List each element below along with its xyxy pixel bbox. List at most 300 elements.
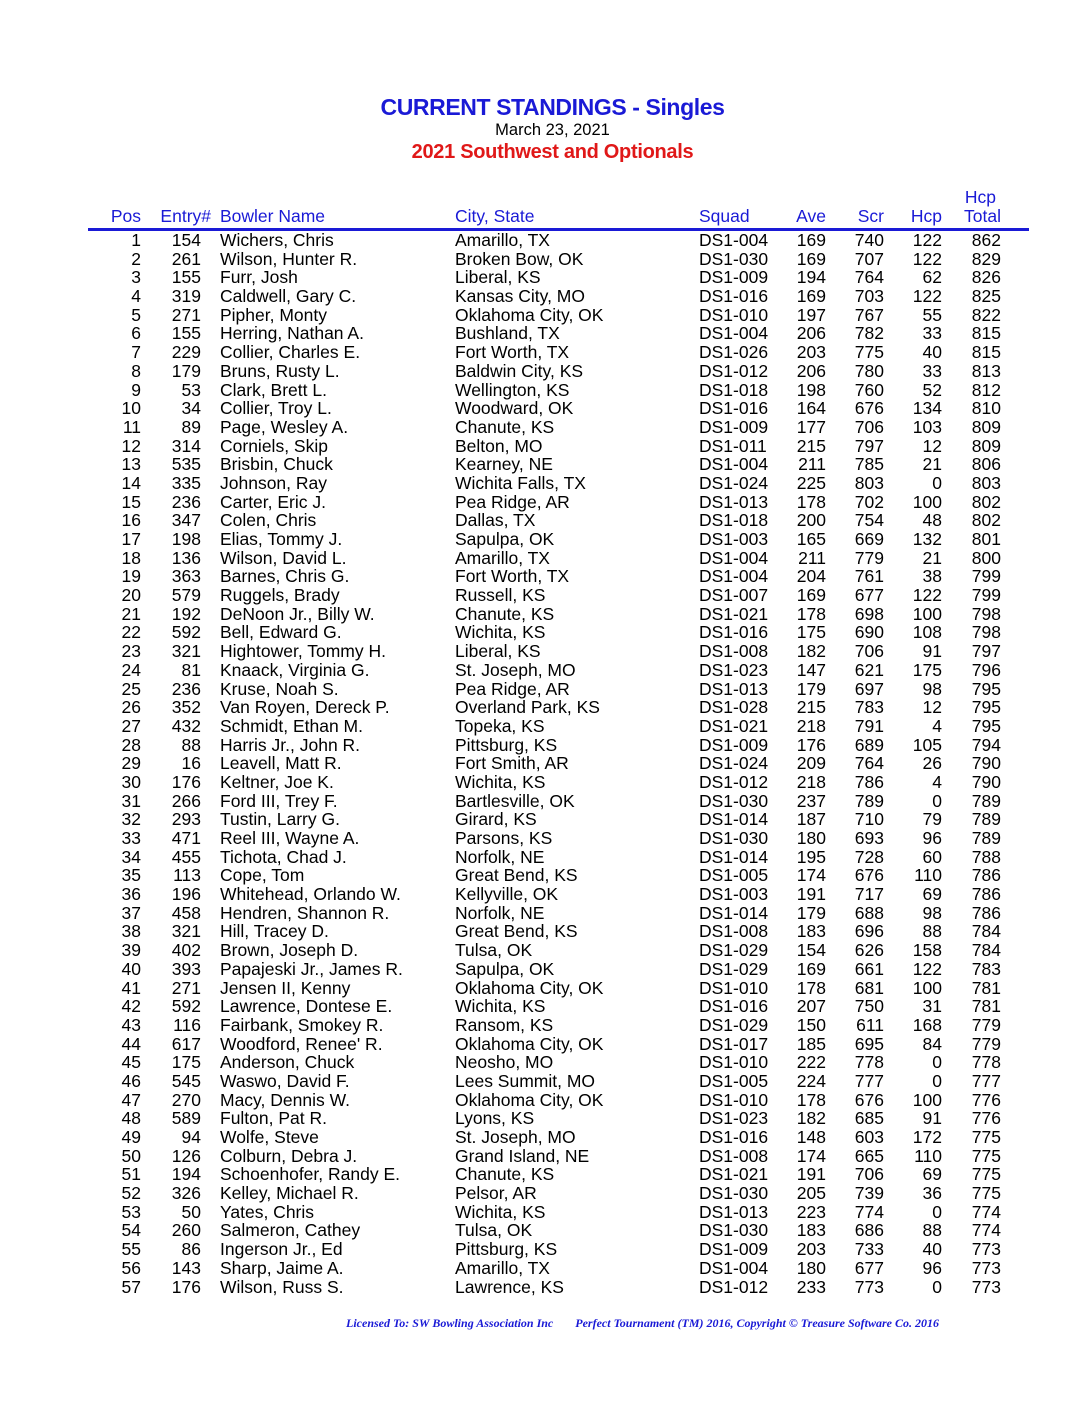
cell-hcp-total: 784 (971, 940, 1001, 961)
cell-hcp-total: 789 (971, 809, 1001, 830)
cell-entry: 432 (171, 715, 201, 736)
table-row (0, 231, 1088, 250)
cell-pos: 43 (121, 1014, 141, 1035)
cell-hcp-total: 779 (971, 1014, 1001, 1035)
cell-bowler-name: Van Royen, Dereck P. (220, 697, 390, 718)
cell-hcp-total: 801 (971, 529, 1001, 549)
cell-entry: 94 (181, 1127, 201, 1147)
cell-entry: 347 (171, 510, 201, 531)
cell-pos: 36 (121, 884, 141, 905)
cell-ave: 177 (796, 416, 826, 437)
cell-hcp: 122 (912, 230, 942, 250)
cell-hcp-total: 815 (971, 342, 1001, 363)
cell-pos: 34 (121, 846, 141, 867)
cell-squad: DS1-010 (699, 304, 769, 325)
cell-bowler-name: Brown, Joseph D. (220, 940, 359, 961)
cell-hcp: 33 (922, 360, 942, 381)
cell-ave: 183 (796, 1220, 826, 1241)
cell-entry: 194 (171, 1164, 201, 1185)
report-date: March 23, 2021 (495, 121, 610, 139)
cell-city-state: Wichita Falls, TX (455, 472, 586, 493)
cell-hcp: 132 (912, 529, 942, 549)
cell-scr: 778 (854, 1052, 884, 1073)
cell-scr: 688 (854, 902, 884, 923)
cell-squad: DS1-023 (699, 659, 769, 680)
cell-scr: 783 (854, 697, 884, 718)
table-row (0, 250, 1088, 269)
cell-hcp: 48 (922, 510, 942, 531)
cell-hcp-total: 773 (971, 1276, 1001, 1297)
cell-pos: 50 (121, 1145, 141, 1166)
cell-scr: 681 (854, 977, 884, 998)
cell-city-state: Amarillo, TX (455, 547, 550, 568)
cell-entry: 319 (171, 286, 201, 307)
header-hcp: Hcp (910, 206, 942, 226)
cell-scr: 779 (854, 547, 884, 568)
cell-city-state: Oklahoma City, OK (455, 304, 604, 325)
cell-hcp: 12 (922, 697, 942, 718)
cell-squad: DS1-011 (699, 435, 767, 456)
cell-pos: 4 (131, 286, 141, 307)
cell-ave: 224 (796, 1070, 826, 1091)
cell-hcp-total: 822 (971, 304, 1001, 325)
cell-pos: 51 (121, 1164, 141, 1185)
cell-ave: 175 (796, 622, 826, 643)
cell-ave: 206 (796, 323, 826, 344)
cell-bowler-name: Keltner, Joe K. (220, 771, 334, 792)
cell-city-state: Belton, MO (455, 435, 543, 456)
cell-ave: 206 (796, 360, 826, 381)
cell-hcp: 122 (912, 585, 942, 606)
cell-city-state: Amarillo, TX (455, 230, 550, 250)
cell-scr: 706 (854, 1164, 884, 1185)
cell-scr: 785 (854, 454, 884, 475)
cell-pos: 29 (121, 753, 141, 774)
cell-pos: 7 (131, 342, 141, 363)
cell-scr: 676 (854, 1089, 884, 1110)
cell-city-state: Fort Smith, AR (455, 753, 569, 774)
cell-squad: DS1-008 (699, 641, 769, 662)
cell-ave: 204 (796, 566, 826, 587)
cell-scr: 611 (856, 1014, 884, 1035)
cell-scr: 733 (854, 1239, 884, 1260)
cell-bowler-name: Hendren, Shannon R. (220, 902, 390, 923)
table-row (0, 960, 1088, 979)
cell-hcp-total: 799 (971, 566, 1001, 587)
cell-scr: 740 (854, 230, 884, 250)
cell-hcp: 40 (922, 1239, 942, 1260)
cell-entry: 116 (173, 1014, 201, 1035)
cell-city-state: Topeka, KS (455, 715, 545, 736)
cell-squad: DS1-016 (699, 398, 769, 419)
cell-pos: 44 (121, 1033, 141, 1054)
cell-squad: DS1-012 (699, 1276, 769, 1297)
table-row (0, 1278, 1088, 1297)
cell-pos: 2 (131, 248, 141, 269)
cell-squad: DS1-012 (699, 360, 769, 381)
cell-pos: 15 (121, 491, 141, 512)
cell-entry: 236 (171, 678, 201, 699)
cell-scr: 717 (854, 884, 884, 905)
cell-ave: 180 (796, 1257, 826, 1278)
cell-pos: 47 (121, 1089, 141, 1110)
cell-hcp: 36 (922, 1183, 942, 1204)
cell-city-state: Oklahoma City, OK (455, 1089, 604, 1110)
cell-squad: DS1-030 (699, 1220, 769, 1241)
cell-city-state: St. Joseph, MO (455, 659, 576, 680)
table-row (0, 1259, 1088, 1278)
cell-ave: 237 (796, 790, 826, 811)
cell-ave: 174 (796, 1145, 826, 1166)
cell-hcp: 103 (912, 416, 942, 437)
cell-hcp-total: 802 (971, 510, 1001, 531)
cell-hcp-total: 806 (971, 454, 1001, 475)
cell-bowler-name: Wilson, Hunter R. (220, 248, 358, 269)
cell-hcp-total: 776 (971, 1089, 1001, 1110)
cell-city-state: Norfolk, NE (455, 846, 545, 867)
cell-pos: 11 (122, 416, 141, 437)
cell-hcp: 100 (912, 977, 942, 998)
cell-hcp-total: 773 (971, 1257, 1001, 1278)
table-row (0, 324, 1088, 343)
cell-entry: 50 (181, 1201, 201, 1222)
cell-squad: DS1-021 (699, 1164, 769, 1185)
table-row (0, 511, 1088, 530)
cell-hcp-total: 802 (971, 491, 1001, 512)
cell-pos: 56 (121, 1257, 141, 1278)
cell-entry: 402 (171, 940, 201, 961)
cell-hcp: 96 (922, 1257, 942, 1278)
cell-entry: 143 (171, 1257, 201, 1278)
cell-squad: DS1-010 (699, 1052, 769, 1073)
cell-entry: 261 (171, 248, 201, 269)
cell-ave: 197 (796, 304, 826, 325)
table-row (0, 792, 1088, 811)
header-scr: Scr (857, 206, 884, 226)
cell-scr: 780 (854, 360, 884, 381)
cell-hcp: 84 (922, 1033, 942, 1054)
cell-scr: 786 (854, 771, 884, 792)
cell-hcp: 55 (922, 304, 942, 325)
standings-table (0, 231, 1088, 1296)
cell-ave: 176 (796, 734, 826, 755)
footer (346, 1316, 961, 1331)
cell-squad: DS1-014 (699, 902, 769, 923)
cell-hcp: 122 (912, 958, 942, 979)
cell-pos: 25 (121, 678, 141, 699)
cell-bowler-name: Knaack, Virginia G. (220, 659, 370, 680)
cell-hcp: 100 (912, 1089, 942, 1110)
cell-bowler-name: Leavell, Matt R. (220, 753, 342, 774)
cell-bowler-name: Brisbin, Chuck (220, 454, 333, 475)
cell-bowler-name: Johnson, Ray (220, 472, 328, 493)
cell-city-state: Grand Island, NE (455, 1145, 590, 1166)
cell-hcp-total: 795 (971, 697, 1001, 718)
cell-pos: 1 (131, 230, 141, 250)
cell-hcp: 88 (922, 921, 942, 942)
cell-scr: 626 (854, 940, 884, 961)
cell-bowler-name: Anderson, Chuck (220, 1052, 355, 1073)
cell-pos: 54 (121, 1220, 141, 1241)
cell-hcp-total: 825 (971, 286, 1001, 307)
table-row (0, 549, 1088, 568)
cell-squad: DS1-028 (699, 697, 769, 718)
cell-hcp-total: 796 (971, 659, 1001, 680)
cell-pos: 6 (131, 323, 141, 344)
license-text: Licensed To: SW Bowling Association Inc (346, 1316, 554, 1330)
page-title: CURRENT STANDINGS - Singles (380, 94, 725, 120)
cell-scr: 685 (854, 1108, 884, 1129)
cell-city-state: Chanute, KS (455, 1164, 555, 1185)
cell-pos: 10 (121, 398, 141, 419)
table-row (0, 1184, 1088, 1203)
cell-ave: 165 (796, 529, 826, 549)
cell-squad: DS1-008 (699, 921, 769, 942)
table-row (0, 399, 1088, 418)
header-squad: Squad (699, 206, 750, 226)
cell-pos: 40 (121, 958, 141, 979)
cell-ave: 191 (796, 884, 826, 905)
table-row (0, 904, 1088, 923)
cell-ave: 223 (796, 1201, 826, 1222)
cell-ave: 179 (796, 678, 826, 699)
cell-city-state: Bushland, TX (455, 323, 560, 344)
cell-scr: 782 (854, 323, 884, 344)
cell-bowler-name: Elias, Tommy J. (220, 529, 343, 549)
cell-city-state: Liberal, KS (455, 267, 541, 288)
cell-hcp: 38 (922, 566, 942, 587)
cell-hcp-total: 813 (971, 360, 1001, 381)
cell-bowler-name: Tustin, Larry G. (220, 809, 340, 830)
cell-scr: 707 (854, 248, 884, 269)
table-row (0, 1221, 1088, 1240)
cell-scr: 739 (854, 1183, 884, 1204)
cell-squad: DS1-014 (699, 846, 769, 867)
cell-city-state: Wellington, KS (455, 379, 570, 400)
cell-pos: 26 (121, 697, 141, 718)
cell-bowler-name: Barnes, Chris G. (220, 566, 350, 587)
cell-entry: 81 (181, 659, 201, 680)
cell-scr: 676 (854, 865, 884, 886)
cell-hcp: 98 (922, 678, 942, 699)
cell-hcp: 79 (922, 809, 942, 830)
cell-bowler-name: DeNoon Jr., Billy W. (220, 603, 375, 624)
cell-hcp-total: 815 (971, 323, 1001, 344)
cell-pos: 20 (121, 585, 141, 606)
cell-pos: 8 (131, 360, 141, 381)
cell-ave: 211 (798, 454, 826, 475)
table-row (0, 1053, 1088, 1072)
cell-scr: 773 (854, 1276, 884, 1297)
cell-bowler-name: Kelley, Michael R. (220, 1183, 359, 1204)
cell-hcp-total: 812 (971, 379, 1001, 400)
cell-ave: 169 (796, 585, 826, 606)
cell-hcp: 33 (922, 323, 942, 344)
table-row (0, 418, 1088, 437)
cell-bowler-name: Sharp, Jaime A. (220, 1257, 344, 1278)
cell-pos: 38 (121, 921, 141, 942)
cell-scr: 698 (854, 603, 884, 624)
cell-hcp-total: 775 (971, 1183, 1001, 1204)
table-row (0, 287, 1088, 306)
table-row (0, 474, 1088, 493)
cell-hcp-total: 797 (971, 641, 1001, 662)
cell-city-state: Wichita, KS (455, 996, 546, 1017)
cell-bowler-name: Lawrence, Dontese E. (220, 996, 393, 1017)
cell-pos: 45 (121, 1052, 141, 1073)
cell-entry: 458 (171, 902, 201, 923)
cell-scr: 706 (854, 641, 884, 662)
cell-scr: 689 (854, 734, 884, 755)
table-row (0, 979, 1088, 998)
cell-squad: DS1-018 (699, 379, 769, 400)
cell-squad: DS1-016 (699, 622, 769, 643)
cell-hcp: 172 (912, 1127, 942, 1147)
cell-squad: DS1-005 (699, 1070, 769, 1091)
cell-entry: 16 (181, 753, 201, 774)
cell-entry: 545 (171, 1070, 201, 1091)
cell-scr: 621 (854, 659, 884, 680)
cell-city-state: Pittsburg, KS (455, 1239, 558, 1260)
cell-scr: 789 (854, 790, 884, 811)
cell-pos: 32 (121, 809, 141, 830)
cell-bowler-name: Woodford, Renee' R. (220, 1033, 383, 1054)
cell-city-state: Neosho, MO (455, 1052, 554, 1073)
cell-entry: 89 (181, 416, 201, 437)
cell-hcp-total: 775 (971, 1164, 1001, 1185)
cell-bowler-name: Cope, Tom (220, 865, 305, 886)
cell-bowler-name: Herring, Nathan A. (220, 323, 364, 344)
cell-bowler-name: Bruns, Rusty L. (220, 360, 340, 381)
cell-city-state: Wichita, KS (455, 771, 546, 792)
cell-bowler-name: Page, Wesley A. (220, 416, 349, 437)
table-row (0, 885, 1088, 904)
cell-city-state: Tulsa, OK (455, 940, 533, 961)
cell-hcp-total: 786 (971, 884, 1001, 905)
cell-city-state: Tulsa, OK (455, 1220, 533, 1241)
cell-hcp-total: 790 (971, 771, 1001, 792)
cell-ave: 222 (796, 1052, 826, 1073)
cell-pos: 39 (121, 940, 141, 961)
header-total-bottom: Total (964, 206, 1001, 226)
table-row (0, 343, 1088, 362)
cell-pos: 19 (121, 566, 141, 587)
cell-hcp-total: 826 (971, 267, 1001, 288)
cell-ave: 209 (796, 753, 826, 774)
cell-squad: DS1-029 (699, 940, 769, 961)
cell-squad: DS1-004 (699, 1257, 769, 1278)
cell-squad: DS1-007 (699, 585, 769, 606)
cell-ave: 182 (796, 1108, 826, 1129)
cell-squad: DS1-017 (699, 1033, 769, 1054)
table-row (0, 1035, 1088, 1054)
cell-squad: DS1-013 (699, 678, 769, 699)
cell-squad: DS1-005 (699, 865, 769, 886)
cell-bowler-name: Harris Jr., John R. (220, 734, 361, 755)
header-ave: Ave (796, 206, 826, 226)
cell-scr: 791 (854, 715, 884, 736)
cell-entry: 53 (181, 379, 201, 400)
cell-hcp: 105 (912, 734, 942, 755)
cell-hcp-total: 786 (971, 902, 1001, 923)
table-row (0, 362, 1088, 381)
cell-entry: 335 (171, 472, 201, 493)
cell-city-state: Fort Worth, TX (455, 566, 570, 587)
cell-hcp: 96 (922, 828, 942, 848)
cell-ave: 169 (796, 286, 826, 307)
cell-ave: 182 (796, 641, 826, 662)
cell-squad: DS1-004 (699, 454, 769, 475)
cell-pos: 21 (121, 603, 141, 624)
cell-hcp-total: 798 (971, 603, 1001, 624)
cell-bowler-name: Bell, Edward G. (220, 622, 342, 643)
cell-entry: 176 (171, 1276, 201, 1297)
table-row (0, 1091, 1088, 1110)
cell-scr: 728 (854, 846, 884, 867)
cell-bowler-name: Salmeron, Cathey (220, 1220, 361, 1241)
cell-squad: DS1-029 (699, 1014, 769, 1035)
cell-scr: 696 (854, 921, 884, 942)
cell-city-state: Great Bend, KS (455, 921, 578, 942)
cell-ave: 178 (796, 1089, 826, 1110)
cell-pos: 24 (121, 659, 141, 680)
cell-pos: 14 (121, 472, 141, 493)
cell-city-state: Lawrence, KS (455, 1276, 564, 1297)
table-row (0, 455, 1088, 474)
table-row (0, 1072, 1088, 1091)
cell-bowler-name: Ruggels, Brady (220, 585, 340, 606)
cell-ave: 178 (796, 491, 826, 512)
cell-hcp-total: 776 (971, 1108, 1001, 1129)
cell-hcp: 88 (922, 1220, 942, 1241)
cell-entry: 260 (171, 1220, 201, 1241)
table-row (0, 661, 1088, 680)
header-city: City, State (455, 206, 535, 226)
cell-bowler-name: Clark, Brett L. (220, 379, 327, 400)
cell-entry: 535 (171, 454, 201, 475)
cell-hcp: 0 (932, 790, 942, 811)
cell-entry: 154 (171, 230, 201, 250)
cell-entry: 270 (171, 1089, 201, 1110)
cell-hcp: 69 (922, 1164, 942, 1185)
cell-pos: 13 (121, 454, 141, 475)
table-row (0, 1165, 1088, 1184)
cell-scr: 686 (854, 1220, 884, 1241)
cell-hcp-total: 786 (971, 865, 1001, 886)
cell-city-state: Pelsor, AR (455, 1183, 537, 1204)
table-row (0, 680, 1088, 699)
cell-ave: 218 (796, 771, 826, 792)
cell-hcp-total: 795 (971, 715, 1001, 736)
cell-hcp: 100 (912, 603, 942, 624)
cell-pos: 53 (121, 1201, 141, 1222)
cell-hcp-total: 789 (971, 790, 1001, 811)
cell-city-state: Pea Ridge, AR (455, 491, 570, 512)
cell-scr: 702 (854, 491, 884, 512)
table-row (0, 698, 1088, 717)
cell-bowler-name: Reel III, Wayne A. (220, 828, 360, 848)
table-row (0, 605, 1088, 624)
cell-scr: 703 (854, 286, 884, 307)
cell-hcp: 0 (932, 1052, 942, 1073)
cell-squad: DS1-030 (699, 828, 769, 848)
cell-bowler-name: Wilson, Russ S. (220, 1276, 344, 1297)
cell-entry: 617 (171, 1033, 201, 1054)
cell-ave: 150 (796, 1014, 826, 1035)
cell-pos: 55 (121, 1239, 141, 1260)
cell-pos: 33 (121, 828, 141, 848)
cell-scr: 695 (854, 1033, 884, 1054)
